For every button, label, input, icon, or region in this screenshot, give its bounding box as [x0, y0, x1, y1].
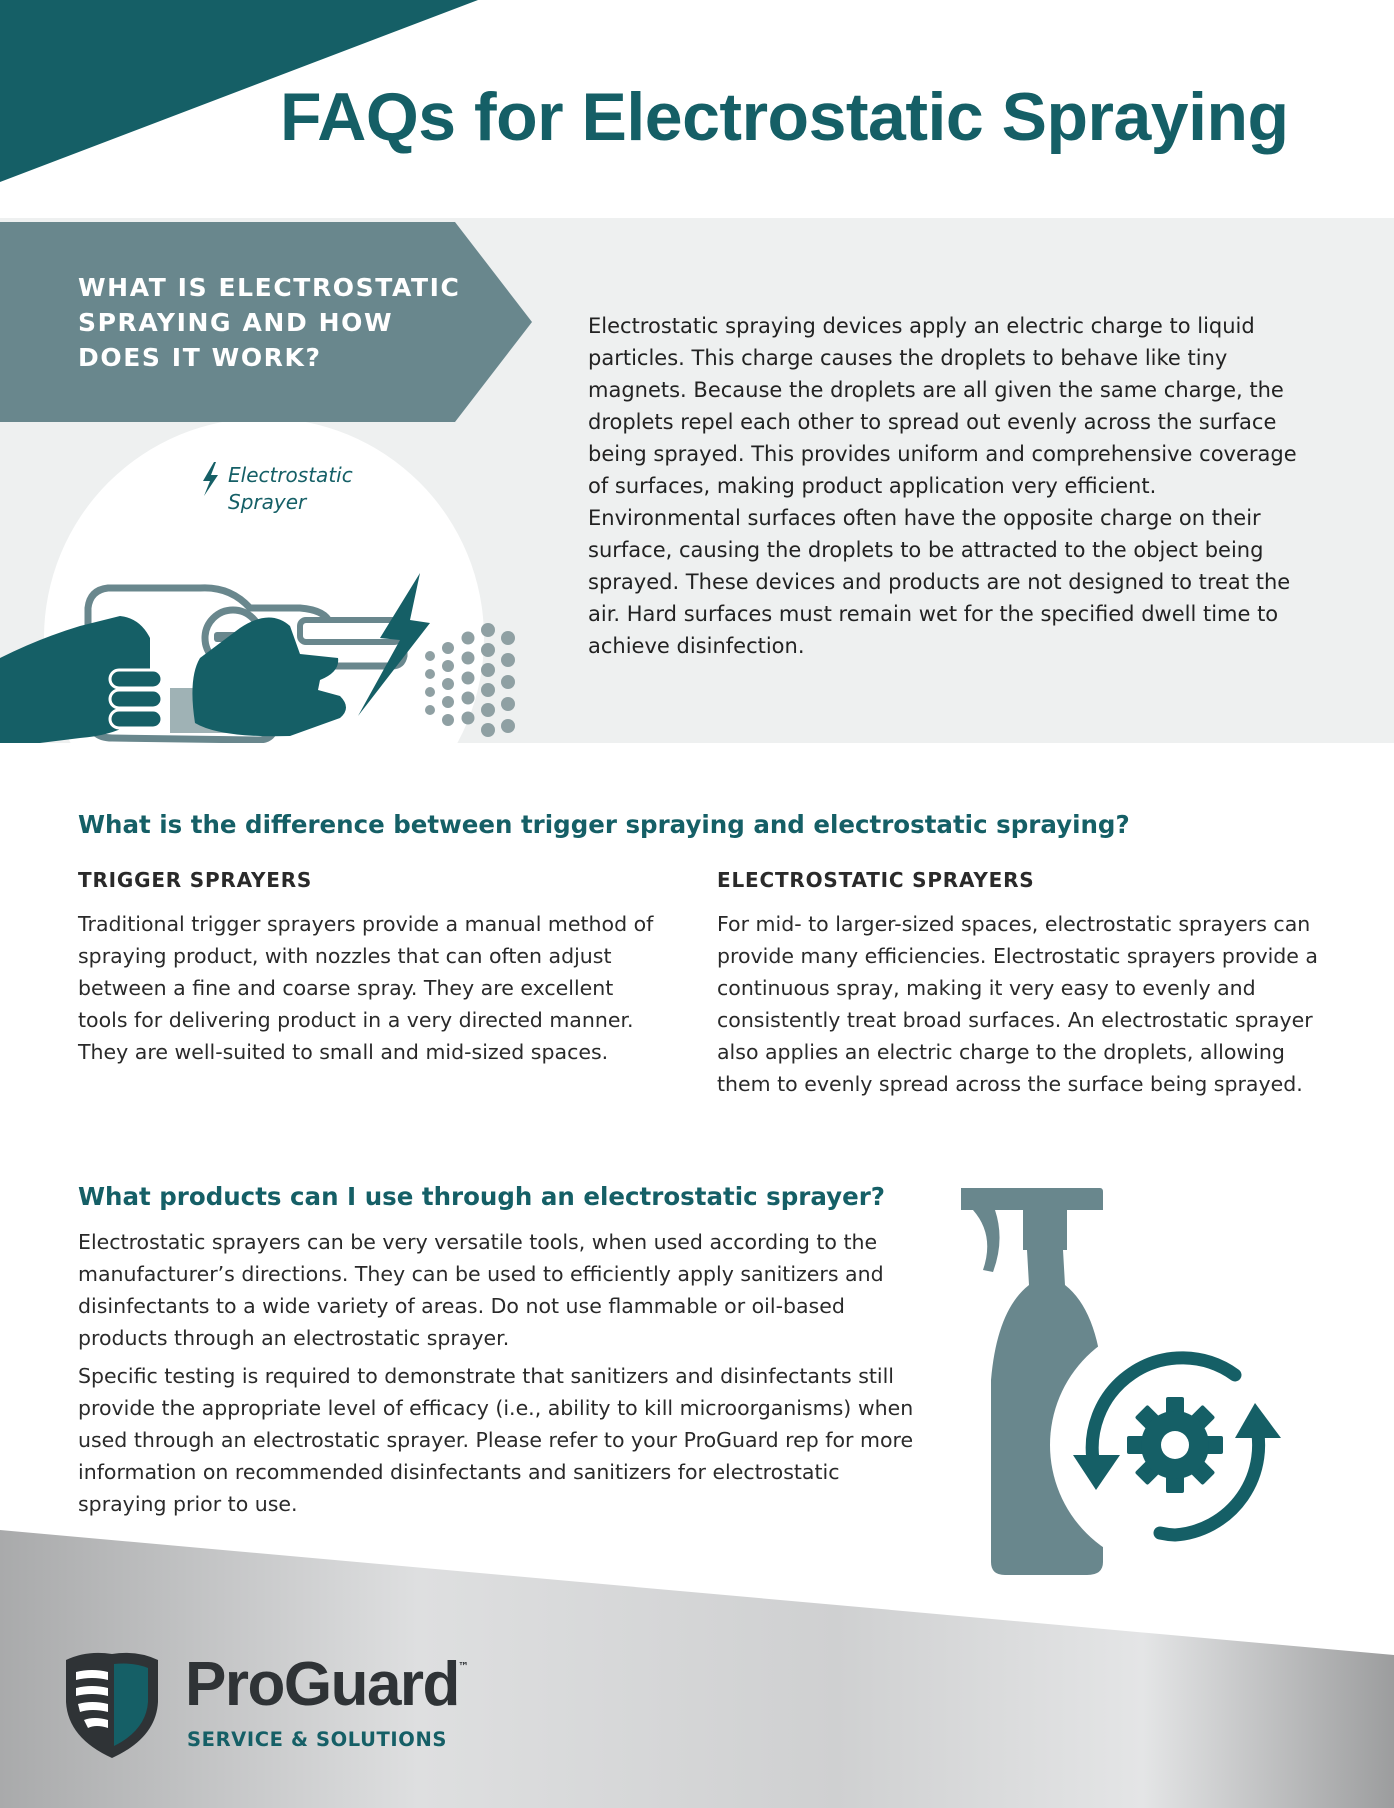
- electrostatic-sprayers-heading: ELECTROSTATIC SPRAYERS: [717, 868, 1035, 892]
- page-title: FAQs for Electrostatic Spraying: [280, 79, 1289, 155]
- trigger-sprayers-text: Traditional trigger sprayers provide a manual method of spraying product, with nozzles that can often adjust between a fine and coarse spray. They are excellent tools for delivering product in a very directed manner. They are well-suited to small and mid-sized spaces.: [78, 912, 654, 1064]
- intro-body-text: Electrostatic spraying devices apply an electric charge to liquid particles. This charge causes the droplets to behave like tiny magnets. Because the droplets are all given the same charge, the droplets repel each other to spread out evenly across the surface being sprayed. This provides uniform and comprehensive coverage of surfaces, making product application very efficient. Environmental surfaces often have the opposite charge on their surface, causing the droplets to be attracted to the object being sprayed. These devices and products are not designed to treat the air. Hard surfaces must remain wet for the specified dwell time to achieve disinfection.: [588, 314, 1297, 658]
- products-question-heading: What products can I use through an electrostatic sprayer?: [78, 1182, 886, 1211]
- lightning-bolt-icon: [203, 462, 218, 496]
- brand-name: ProGuard: [185, 1650, 459, 1719]
- intro-band: [0, 218, 1394, 743]
- shield-logo-icon: [62, 1650, 162, 1762]
- intro-question-heading: WHAT IS ELECTROSTATIC SPRAYING AND HOW DOES IT WORK?: [78, 273, 461, 372]
- sprayer-illustration-label: Electrostatic Sprayer: [228, 463, 353, 514]
- electrostatic-sprayers-text: For mid- to larger-sized spaces, electrostatic sprayers can provide many efficiencies. Electrostatic sprayers provide a continuous spray, making it very easy to evenly and consistently treat broad surfaces. An electrostatic sprayer also applies an electric charge to the droplets, allowing them to evenly spread across the surface being sprayed.: [717, 912, 1318, 1096]
- difference-question-heading: What is the difference between trigger spraying and electrostatic spraying?: [78, 810, 1130, 839]
- trademark-symbol: ™: [458, 1660, 469, 1673]
- products-paragraph-2: Specific testing is required to demonstrate that sanitizers and disinfectants still provide the appropriate level of efficacy (i.e., ability to kill microorganisms) when used through an electrostatic sprayer. Please refer to your ProGuard rep for more information on recommended disinfectants and sanitizers for electrostatic spraying prior to use.: [78, 1364, 914, 1516]
- trigger-sprayers-heading: TRIGGER SPRAYERS: [78, 868, 313, 892]
- brand-tagline: SERVICE & SOLUTIONS: [187, 1728, 448, 1751]
- spray-bottle-recycle-gear-illustration: [955, 1180, 1335, 1590]
- products-paragraph-1: Electrostatic sprayers can be very versatile tools, when used according to the manufacturer’s directions. They can be used to efficiently apply sanitizers and disinfectants to a wide variety of areas. Do not use flammable or oil-based products through an electrostatic sprayer.: [78, 1230, 884, 1350]
